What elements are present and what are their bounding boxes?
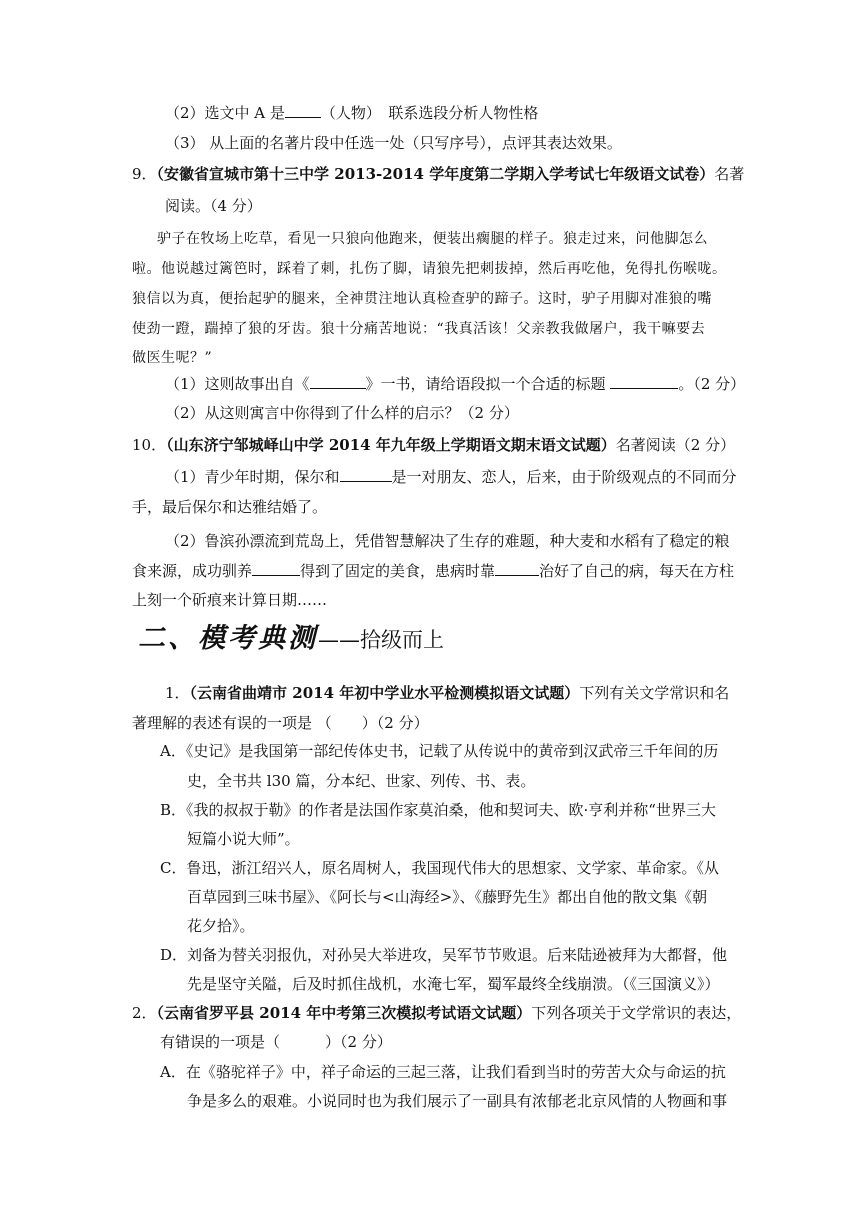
q9-line2: 阅读。（4 分） <box>165 197 262 215</box>
answer-blank[interactable] <box>285 103 321 118</box>
q9-sub2: （2）从这则寓言中你得到了什么样的启示？（2 分） <box>165 404 519 422</box>
mq2-option-a[interactable]: A．在《骆驼祥子》中，祥子命运的三起三落，让我们看到当时的劳苦大众与命运的抗 <box>160 1063 726 1081</box>
q9-passage-line: 驴子在牧场上吃草，看见一只狼向他跑来，便装出瘸腿的样子。狼走过来，问他脚怎么 <box>157 231 708 247</box>
q8-sub2: （2）选文中 A 是 （人物） 联系选段分析人物性格 <box>165 104 539 122</box>
mq1-option-d[interactable]: D．刘备为替关羽报仇，对孙吴大举进攻，吴军节节败退。后来陆逊被拜为大都督，他 <box>160 946 728 964</box>
q10-sub2-a: （2）鲁滨孙漂流到荒岛上，凭借智慧解决了生存的难题，种大麦和水稻有了稳定的粮 <box>165 532 730 550</box>
q10-sub1-a: （1）青少年时期，保尔和 是一对朋友、恋人，后来，由于阶级观点的不同而分 <box>165 468 737 486</box>
answer-blank[interactable] <box>610 374 678 389</box>
mq1-option-c[interactable]: C．鲁迅，浙江绍兴人，原名周树人，我国现代伟大的思想家、文学家、革命家。《从 <box>160 859 719 877</box>
mq2-line2: 有错误的一项是（ ）（2 分） <box>160 1033 392 1051</box>
q10-sub2-b: 食来源，成功驯养 得到了固定的美食，患病时靠 治好了自己的病，每天在方柱 <box>132 562 735 580</box>
mq2-header: 2．（云南省罗平县 2014 年中考第三次模拟考试语文试题）下列各项关于文学常识的表达， <box>132 1004 742 1022</box>
mq1-option-a[interactable]: A．《史记》是我国第一部纪传体史书，记载了从传说中的黄帝到汉武帝三千年间的历 <box>160 742 719 760</box>
q10-sub2-c: 上刻一个斫痕来计算日期…… <box>132 591 328 609</box>
mq1-option-a-cont: 史，全书共 l30 篇，分本纪、世家、列传、书、表。 <box>187 772 536 790</box>
answer-blank[interactable] <box>340 467 392 482</box>
mq2-option-a-cont: 争是多么的艰难。小说同时也为我们展示了一副具有浓郁老北京风情的人物画和事 <box>187 1092 728 1110</box>
section-heading: 二、模考典测——拾级而上 <box>138 623 444 654</box>
answer-blank[interactable] <box>495 561 539 576</box>
mq1-option-b[interactable]: B．《我的叔叔于勒》的作者是法国作家莫泊桑，他和契诃夫、欧·亨利并称“世界三大 <box>160 801 716 819</box>
q9-passage-line: 使劲一蹬，踹掉了狼的牙齿。狼十分痛苦地说：“我真活该！父亲教我做屠户，我干嘛要去 <box>132 321 706 337</box>
mq1-header: 1．（云南省曲靖市 2014 年初中学业水平检测模拟语文试题）下列有关文学常识和名 <box>165 684 730 702</box>
q10-header: 10．（山东济宁邹城峄山中学 2014 年九年级上学期语文期末语文试题）名著阅读（2 分） <box>132 436 736 454</box>
q9-sub1: （1）这则故事出自《 》一书，请给语段拟一个合适的标题 。（2 分） <box>165 375 746 393</box>
q10-sub1-b: 手，最后保尔和达雅结婚了。 <box>132 498 328 516</box>
mq1-option-c-cont: 百草园到三味书屋》、《阿长与<山海经>》、《藤野先生》都出自他的散文集《朝 <box>187 888 708 906</box>
mq1-option-c-cont: 花夕拾》。 <box>187 917 255 935</box>
q8-sub3: （3） 从上面的名著片段中任选一处（只写序号），点评其表达效果。 <box>165 134 622 152</box>
q9-passage-line: 狼信以为真，便抬起驴的腿来，全神贯注地认真检查驴的蹄子。这时，驴子用脚对准狼的嘴 <box>132 291 712 307</box>
answer-blank[interactable] <box>252 561 300 576</box>
q9-header: 9．（安徽省宣城市第十三中学 2013-2014 学年度第二学期入学考试七年级语文试卷）名著 <box>132 165 745 183</box>
mq1-line2: 著理解的表述有误的一项是 （ ）（2 分） <box>132 714 429 732</box>
q9-passage-line: 啦。他说越过篱笆时，踩着了刺，扎伤了脚，请狼先把刺拔掉，然后再吃他，免得扎伤喉咙。 <box>132 261 727 277</box>
mq1-option-b-cont: 短篇小说大师”。 <box>187 830 300 848</box>
q9-passage-line: 做医生呢？” <box>132 350 213 366</box>
answer-blank[interactable] <box>310 374 366 389</box>
mq1-option-d-cont: 先是坚守关隘，后及时抓住战机，水淹七军，蜀军最终全线崩溃。（《三国演义》） <box>187 975 720 993</box>
